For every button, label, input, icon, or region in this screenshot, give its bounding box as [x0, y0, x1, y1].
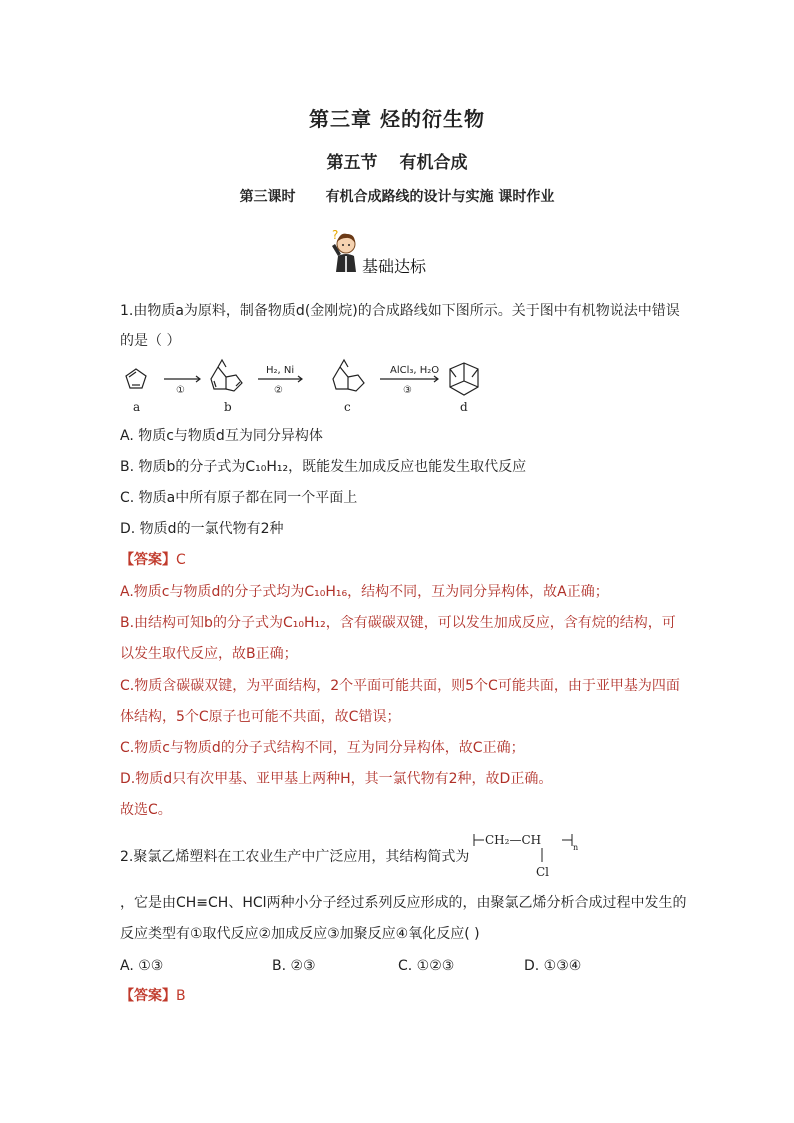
label-d: d [460, 400, 468, 414]
q1-answer [120, 550, 186, 570]
q2-option-a: A. ①③ [120, 958, 164, 974]
step3-number: ③ [403, 385, 412, 396]
q1-explanation-line3: 以发生取代反应，故B正确； [120, 646, 298, 662]
q2-answer [120, 986, 186, 1006]
q2-stem-line2: ，它是由CH≡CH、HCl两种小分子经过系列反应形成的，由聚氯乙烯分析合成过程中发生的 [120, 895, 687, 911]
lesson-number: 第三课时 [239, 189, 296, 205]
molecule-c [333, 360, 364, 391]
q1-explanation-line5: 体结构，5个C原子也可能不共面，故C错误； [120, 709, 401, 725]
label-c: c [344, 400, 351, 414]
q1-explanation-line1: A.物质c与物质d的分子式均为C₁₀H₁₆，结构不同，互为同分异构体，故A正确； [120, 584, 609, 600]
q1-answer-value: C [176, 552, 186, 568]
q1-explanation-line7: D.物质d只有次甲基、亚甲基上两种H，其一氯代物有2种，故D正确。 [120, 771, 553, 787]
q1-explanation-line2: B.由结构可知b的分子式为C₁₀H₁₂，含有碳碳双键，可以发生加成反应，含有烷的结构，可 [120, 615, 676, 631]
q2-option-d: D. ①③④ [524, 958, 582, 974]
lesson-title [0, 186, 794, 206]
lesson-name: 有机合成路线的设计与实施 课时作业 [325, 189, 555, 205]
section-title [0, 148, 794, 173]
badge-label: 基础达标 [362, 257, 427, 276]
step2-number: ② [274, 385, 283, 396]
step1-number: ① [176, 385, 185, 396]
q1-reaction-scheme [118, 355, 518, 421]
q2-stem-line1: 2.聚氯乙烯塑料在工农业生产中广泛应用，其结构简式为 [120, 849, 470, 865]
q2-option-b: B. ②③ [272, 958, 316, 974]
pvc-chlorine: Cl [536, 865, 550, 879]
q2-answer-label: 【答案】 [120, 988, 176, 1004]
label-b: b [224, 400, 232, 414]
pvc-structure [470, 828, 580, 884]
q1-option-d: D. 物质d的一氯代物有2种 [120, 521, 284, 537]
section-number: 第五节 [326, 153, 378, 173]
q1-explanation-line8: 故选C。 [120, 802, 172, 818]
q2-answer-value: B [176, 988, 186, 1004]
pvc-n-subscript: n [573, 843, 579, 852]
q2-stem-line3: 反应类型有①取代反应②加成反应③加聚反应④氧化反应( ) [120, 926, 480, 942]
chapter-title: 第三章 烃的衍生物 [309, 107, 485, 131]
q1-stem-line1: 1.由物质a为原料，制备物质d(金刚烷)的合成路线如下图所示。关于图中有机物说法中错误 [120, 303, 680, 319]
q1-option-a: A. 物质c与物质d互为同分异构体 [120, 428, 323, 444]
svg-text:?: ? [332, 228, 339, 242]
q2-option-c: C. ①②③ [398, 958, 455, 974]
section-name: 有机合成 [399, 153, 468, 173]
q1-explanation-line6: C.物质c与物质d的分子式结构不同，互为同分异构体，故C正确； [120, 740, 525, 756]
q1-explanation-line4: C.物质含碳碳双键，为平面结构，2个平面可能共面，则5个C可能共面，由于亚甲基为四面 [120, 678, 680, 694]
q1-stem-line2: 的是（ ） [120, 333, 181, 349]
q1-answer-label: 【答案】 [120, 552, 176, 568]
step3-reagent: AlCl₃, H₂O [390, 365, 440, 376]
pvc-main-chain: CH₂—CH [485, 833, 542, 847]
label-a: a [133, 400, 141, 414]
q1-option-b: B. 物质b的分子式为C₁₀H₁₂，既能发生加成反应也能发生取代反应 [120, 459, 527, 475]
q1-option-c: C. 物质a中所有原子都在同一个平面上 [120, 490, 358, 506]
molecule-b [211, 360, 242, 391]
molecule-d [450, 363, 478, 395]
step2-reagent: H₂, Ni [266, 365, 295, 376]
